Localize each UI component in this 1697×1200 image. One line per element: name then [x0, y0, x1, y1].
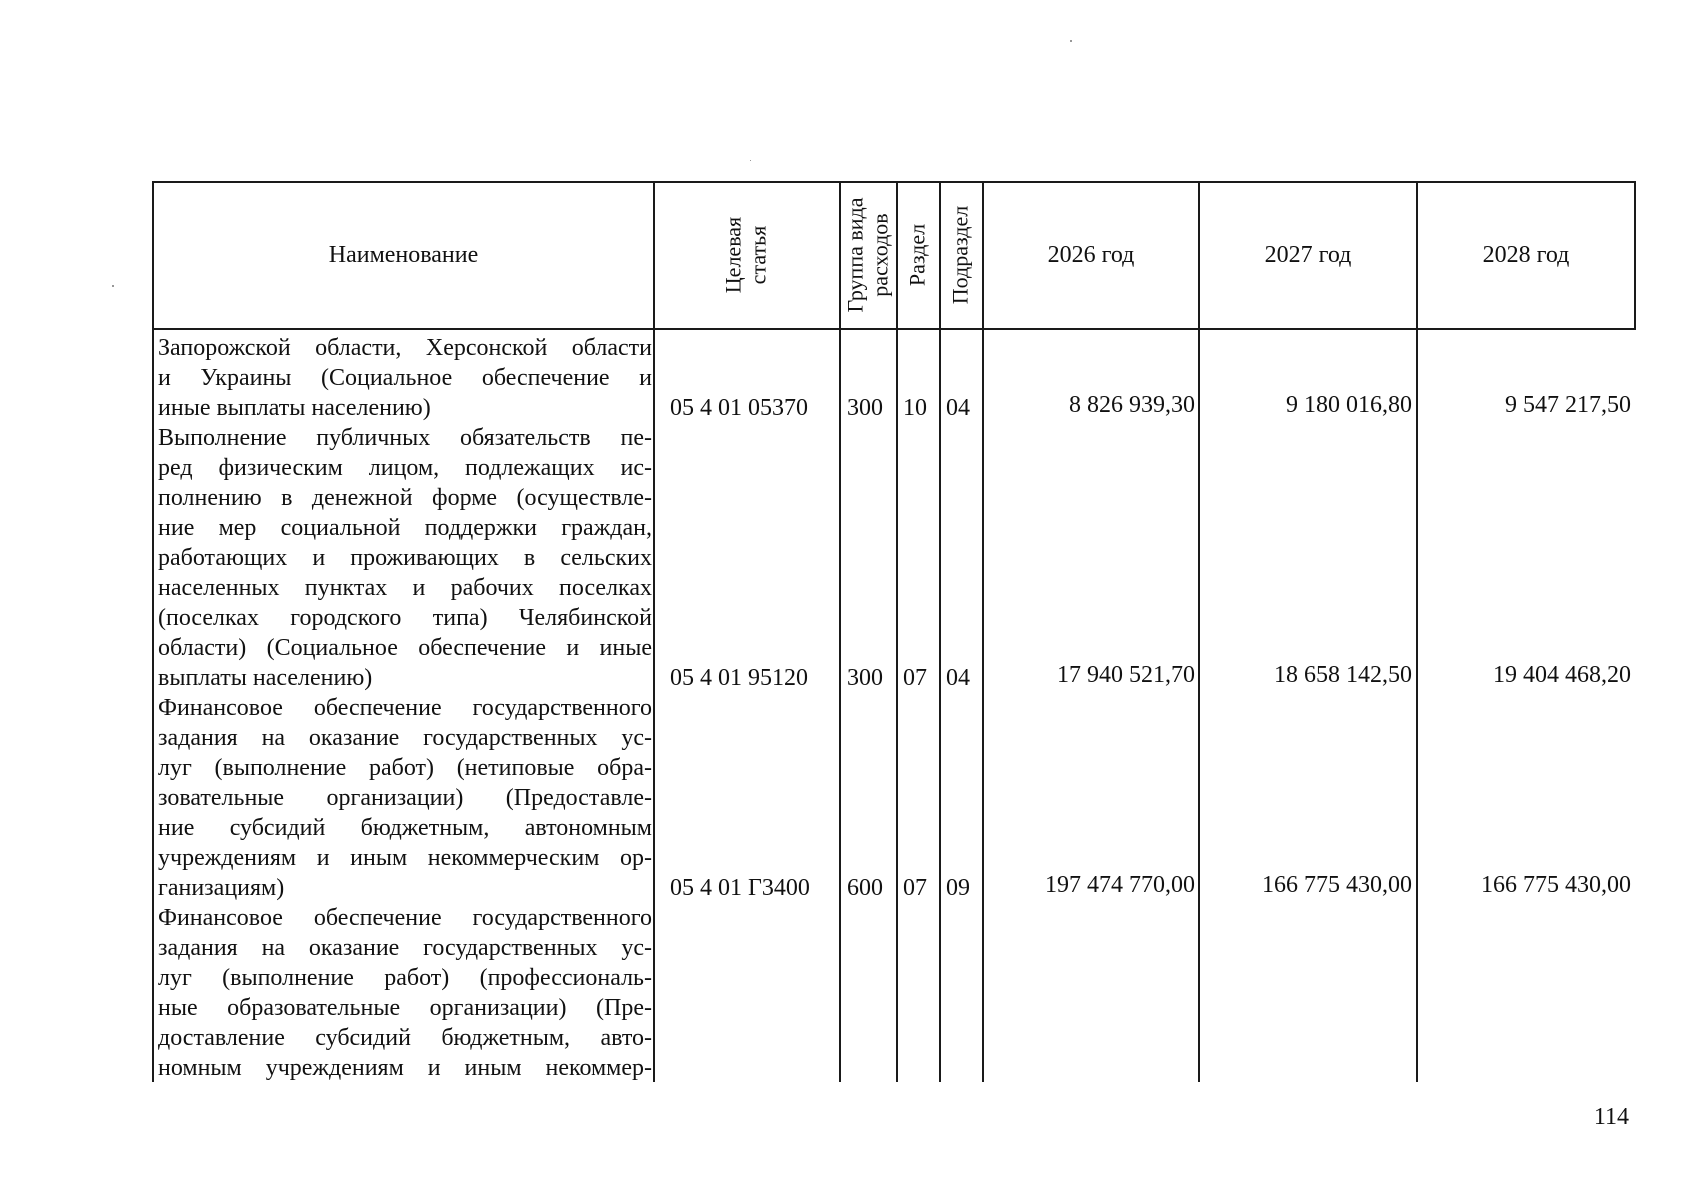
page-number: 114	[1593, 1104, 1629, 1130]
row-name-line: области) (Социальное обеспечение и иные	[158, 635, 652, 661]
row-name-line: задания на оказание государственных ус-	[158, 935, 652, 961]
row-name-line: луг (выполнение работ) (нетиповые обра-	[158, 755, 652, 781]
row-value-2028: 9 547 217,50	[1505, 392, 1631, 418]
row-name-line: и Украины (Социальное обеспечение и	[158, 365, 652, 391]
row-value-2027: 18 658 142,50	[1274, 662, 1412, 688]
column-border	[896, 181, 898, 1082]
header-2027: 2027 год	[1264, 241, 1352, 268]
scan-speck	[750, 160, 751, 161]
row-expense-group: 300	[847, 395, 883, 421]
column-border	[939, 181, 941, 1082]
row-subsection: 04	[946, 395, 970, 421]
header-2028: 2028 год	[1482, 241, 1570, 268]
row-target-article: 05 4 01 Г3400	[670, 875, 810, 901]
header-bottom-border	[152, 328, 1636, 330]
row-name-line: Финансовое обеспечение государственного	[158, 695, 652, 721]
scan-speck	[112, 285, 114, 287]
row-name-line: ганизациям)	[158, 875, 285, 901]
row-name-line: луг (выполнение работ) (профессиональ-	[158, 965, 652, 991]
row-name-line: учреждениям и иным некоммерческим ор-	[158, 845, 652, 871]
row-name-line: зовательные организации) (Предоставле-	[158, 785, 652, 811]
header-section: Раздел	[904, 223, 930, 287]
row-value-2028: 19 404 468,20	[1493, 662, 1631, 688]
row-name-line: полнению в денежной форме (осуществле-	[158, 485, 652, 511]
row-value-2026: 17 940 521,70	[1057, 662, 1195, 688]
row-name-line: Запорожской области, Херсонской области	[158, 335, 652, 361]
row-value-2026: 8 826 939,30	[1069, 392, 1195, 418]
row-target-article: 05 4 01 95120	[670, 665, 808, 691]
column-border	[653, 181, 655, 1082]
header-name: Наименование	[328, 241, 479, 268]
header-subsection: Подраздел	[947, 205, 973, 305]
row-name-line: Выполнение публичных обязательств пе-	[158, 425, 652, 451]
row-name-line: иные выплаты населению)	[158, 395, 431, 421]
row-name-line: населенных пунктах и рабочих поселках	[158, 575, 652, 601]
row-target-article: 05 4 01 05370	[670, 395, 808, 421]
row-expense-group: 600	[847, 875, 883, 901]
row-name-line: (поселках городского типа) Челябинской	[158, 605, 652, 631]
row-name-line: ные образовательные организации) (Пре-	[158, 995, 652, 1021]
row-name-line: выплаты населению)	[158, 665, 373, 691]
row-name-line: работающих и проживающих в сельских	[158, 545, 652, 571]
header-target-article: Целевая статья	[720, 216, 770, 294]
row-value-2028: 166 775 430,00	[1481, 872, 1631, 898]
row-section: 10	[903, 395, 927, 421]
row-name-line: Финансовое обеспечение государственного	[158, 905, 652, 931]
row-subsection: 04	[946, 665, 970, 691]
row-name-line: доставление субсидий бюджетным, авто-	[158, 1025, 652, 1051]
row-name-line: ред физическим лицом, подлежащих ис-	[158, 455, 652, 481]
row-name-line: задания на оказание государственных ус-	[158, 725, 652, 751]
row-name-line: ние мер социальной поддержки граждан,	[158, 515, 652, 541]
row-subsection: 09	[946, 875, 970, 901]
header-expense-group: Группа вида расходов	[842, 197, 892, 313]
header-2026: 2026 год	[1047, 241, 1135, 268]
scan-speck	[1070, 40, 1072, 42]
row-value-2026: 197 474 770,00	[1045, 872, 1195, 898]
row-name-line: ние субсидий бюджетным, автономным	[158, 815, 652, 841]
row-expense-group: 300	[847, 665, 883, 691]
row-name-line: номным учреждениям и иным некоммер-	[158, 1055, 652, 1081]
row-value-2027: 9 180 016,80	[1286, 392, 1412, 418]
column-border	[839, 181, 841, 1082]
row-section: 07	[903, 665, 927, 691]
column-border	[1634, 181, 1636, 328]
row-section: 07	[903, 875, 927, 901]
row-value-2027: 166 775 430,00	[1262, 872, 1412, 898]
